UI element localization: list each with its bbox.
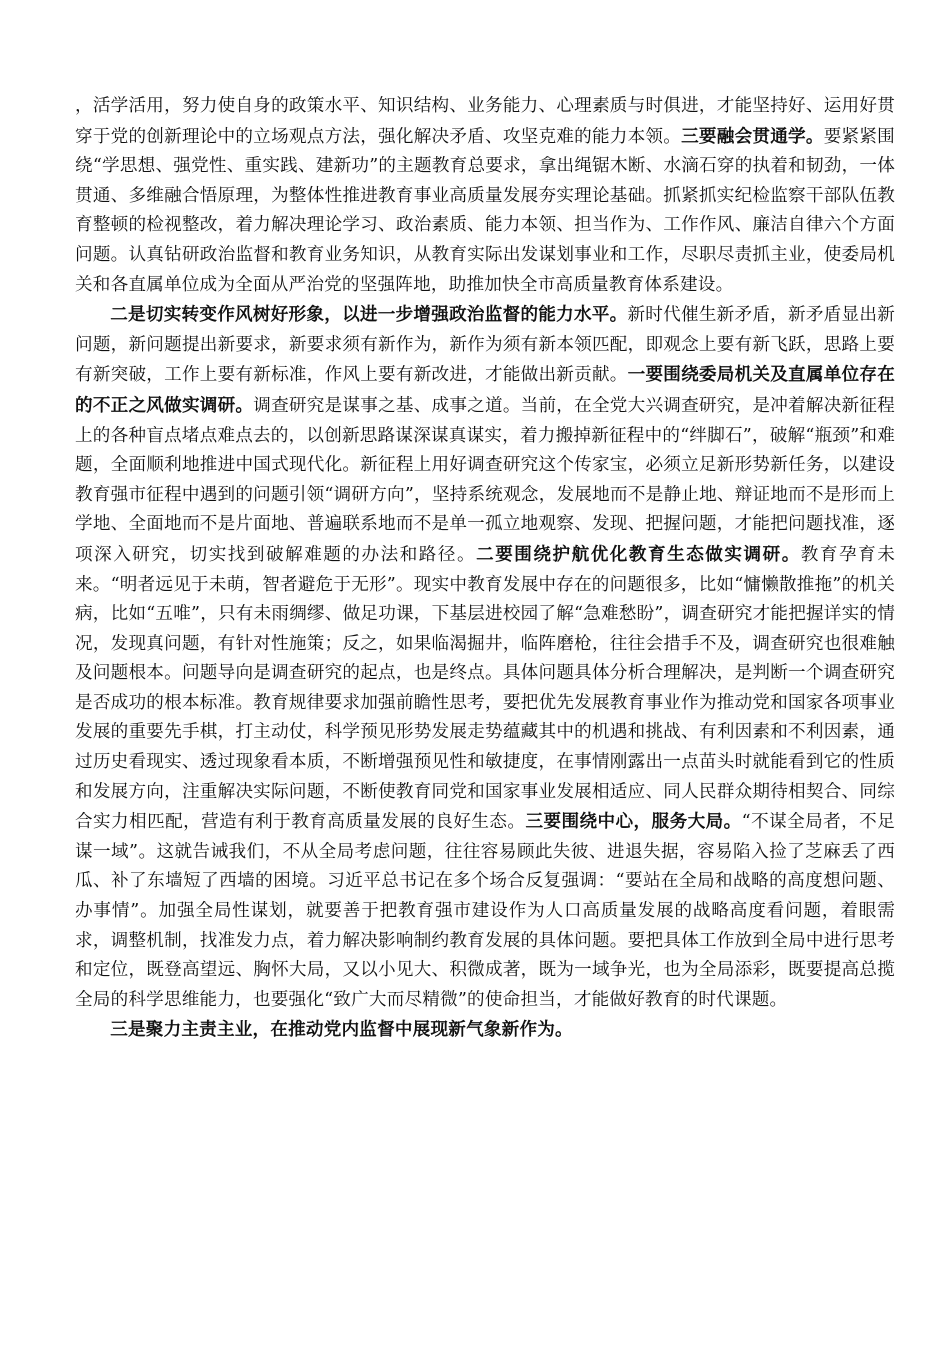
subheading-san-yao: 三要围绕中心，服务大局。 — [525, 811, 742, 833]
paragraph-2 — [75, 300, 895, 1015]
subheading-er-yao: 二要围绕护航优化教育生态做实调研。 — [476, 543, 801, 565]
paragraph-1 — [75, 92, 895, 300]
subheading-yi-yao: 一要围绕委局机关及直属单位存在的不正之风做实调研。 — [75, 364, 895, 416]
paragraph-2-text: “不谋全局者，不足谋一域”。这就告诫我们，不从全局考虑问题，往往容易顾此失彼、进退失据，容易陷入捡了芝麻丢了西瓜、补了东墙短了西墙的困境。习近平总书记在多个场合反复强调：“要站在全局和战略的高度想问题、办事情”。加强全局性谋划，就要善于把教育强市建设作为人口高质量发展的战略高度看问题，着眼需求，调整机制，找准发力点，着力解决影响制约教育发展的具体问题。要把具体工作放到全局中进行思考和定位，既登高望远、胸怀大局，又以小见大、积微成著，既为一域争光，也为全局添彩，既要提高总揽全局的科学思维能力，也要强化“致广大而尽精微”的使命担当，才能做好教育的时代课题。 — [75, 812, 895, 1010]
document-body — [75, 92, 895, 1046]
paragraph-3 — [75, 1015, 895, 1046]
paragraph-1-text: ，活学活用，努力使自身的政策水平、知识结构、业务能力、心理素质与时俱进，才能坚持好、运用好贯穿于党的创新理论中的立场观点方法，强化解决矛盾、攻坚克难的能力本领。 — [75, 96, 895, 147]
paragraph-2-text: 新时代催生新矛盾，新矛盾显出新问题，新问题提出新要求，新要求须有新作为，新作为须有新本领匹配，即观念上要有新飞跃，思路上要有新突破，工作上要有新标准，作风上要有新改进，才能做出新贡献。 — [75, 305, 895, 386]
paragraph-1-text: 要紧紧围绕“学思想、强党性、重实践、建新功”的主题教育总要求，拿出绳锯木断、水滴石穿的执着和韧劲，一体贯通、多维融合悟原理，为整体性推进教育事业高质量发展夯实理论基础。抓紧抓实纪检监察干部队伍教育整顿的检视整改，着力解决理论学习、政治素质、能力本领、担当作为、工作作风、廉洁自律六个方面问题。认真钻研政治监督和教育业务知识，从教育实际出发谋划事业和工作，尽职尽责抓主业，使委局机关和各直属单位成为全面从严治党的坚强阵地，助推加快全市高质量教育体系建设。 — [75, 126, 895, 295]
paragraph-2-text: 教育孕育未来。“明者远见于未萌，智者避危于无形”。现实中教育发展中存在的问题很多，比如“慵懒散推拖”的机关病，比如“五唯”，只有未雨绸缪、做足功课，下基层进校园了解“急难愁盼”，调查研究才能把握详实的情况，发现真问题，有针对性施策；反之，如果临渴掘井，临阵磨枪，往往会措手不及，调查研究也很难触及问题根本。问题导向是调查研究的起点，也是终点。具体问题具体分析合理解决，是判断一个调查研究是否成功的根本标准。教育规律要求加强前瞻性思考，要把优先发展教育事业作为推动党和国家各项事业发展的重要先手棋，打主动仗，科学预见形势发展走势蕴藏其中的机遇和挑战、有利因素和不利因素，通过历史看现实、透过现象看本质，不断增强预见性和敏捷度，在事情刚露出一点苗头时就能看到它的性质和发展方向，注重解决实际问题，不断使教育同党和国家事业发展相适应、同人民群众期待相契合、同综合实力相匹配，营造有利于教育高质量发展的良好生态。 — [75, 544, 895, 833]
section-heading-3: 三是聚力主责主业，在推动党内监督中展现新气象新作为。 — [110, 1019, 573, 1041]
heading-san-yao-ronghui: 三要融会贯通学。 — [681, 125, 824, 147]
section-heading-2: 二是切实转变作风树好形象，以进一步增强政治监督的能力水平。 — [110, 304, 628, 326]
paragraph-2-text: 调查研究是谋事之基、成事之道。当前，在全党大兴调查研究，是冲着解决新征程上的各种盲点堵点难点去的，以创新思路谋深谋真谋实，着力搬掉新征程中的“绊脚石”，破解“瓶颈”和难题，全面顺利地推进中国式现代化。新征程上用好调查研究这个传家宝，必须立足新形势新任务，以建设教育强市征程中遇到的问题引领“调研方向”，坚持系统观念，发展地而不是静止地、辩证地而不是形而上学地、全面地而不是片面地、普遍联系地而不是单一孤立地观察、发现、把握问题，才能把问题找准，逐项深入研究，切实找到破解难题的办法和路径。 — [75, 395, 895, 565]
